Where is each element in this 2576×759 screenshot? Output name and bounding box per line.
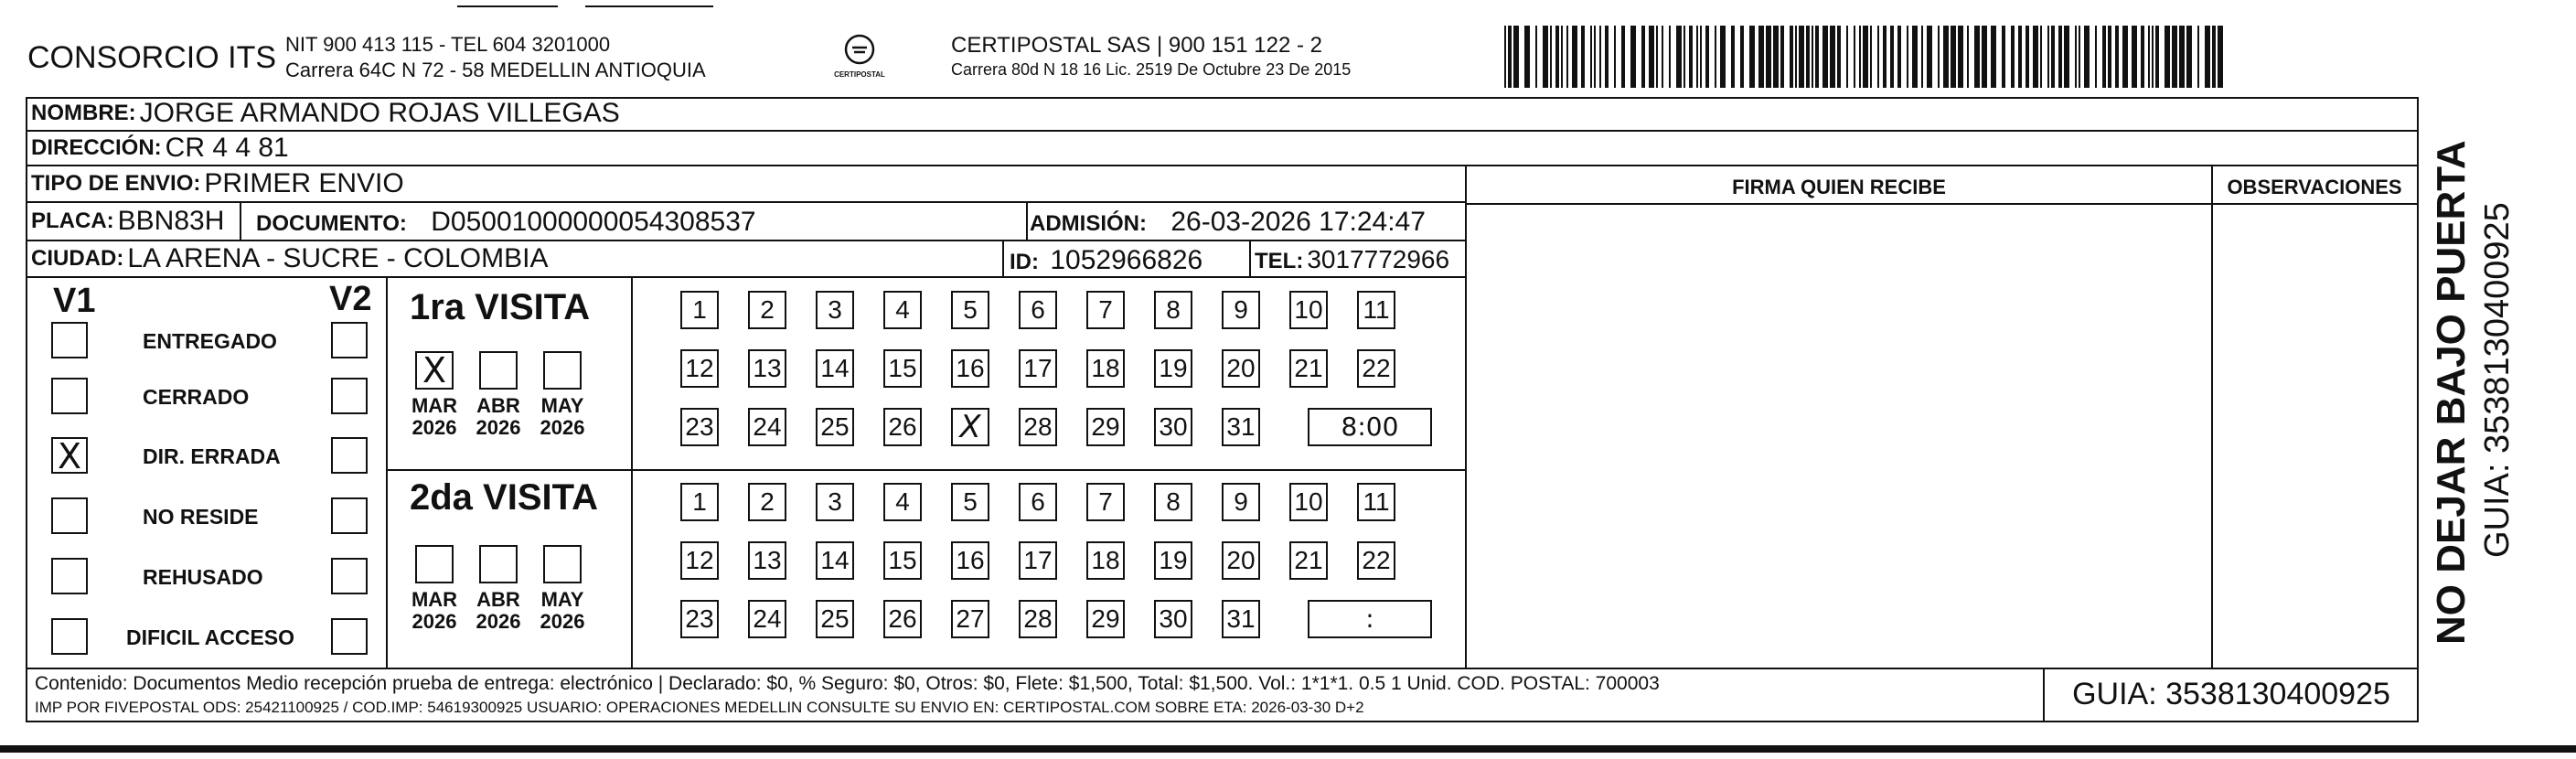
- day-box[interactable]: 31: [1222, 600, 1260, 638]
- ciudad-value: LA ARENA - SUCRE - COLOMBIA: [127, 243, 549, 273]
- barcode-bar: [2108, 26, 2111, 88]
- month-year: 2026: [412, 416, 457, 439]
- barcode-bar: [2102, 26, 2106, 88]
- month-name: MAR: [411, 588, 458, 611]
- barcode-bar: [1790, 26, 1793, 88]
- certipostal-logo-text: CERTIPOSTAL: [834, 70, 885, 79]
- divider: [386, 278, 388, 668]
- day-box[interactable]: 2: [748, 291, 786, 329]
- top-rule: [585, 5, 713, 7]
- barcode-bar: [1683, 26, 1685, 88]
- day-box[interactable]: 7: [1086, 291, 1125, 329]
- placa-value: BBN83H: [117, 206, 225, 236]
- day-box[interactable]: 19: [1154, 541, 1192, 580]
- month-label: [466, 589, 530, 633]
- barcode-bar: [1524, 26, 1530, 88]
- month-name: ABR: [476, 394, 520, 417]
- barcode-bar: [1846, 26, 1848, 88]
- direccion-value: CR 4 4 81: [165, 133, 289, 163]
- nombre-value: JORGE ARMANDO ROJAS VILLEGAS: [139, 98, 620, 128]
- barcode-bar: [2218, 26, 2223, 88]
- visit1-title: 1ra VISITA: [410, 287, 591, 327]
- day-box[interactable]: 29: [1086, 600, 1125, 638]
- day-box[interactable]: 20: [1222, 349, 1260, 388]
- day-box[interactable]: 26: [883, 408, 922, 446]
- day-box[interactable]: 22: [1357, 541, 1395, 580]
- day-box[interactable]: 16: [951, 541, 989, 580]
- barcode-bar: [1508, 26, 1512, 88]
- month-name: MAY: [540, 588, 584, 611]
- company-info-line2: Carrera 64C N 72 - 58 MEDELLIN ANTIOQUIA: [285, 59, 706, 81]
- day-box[interactable]: 4: [883, 483, 922, 521]
- imp-text: IMP POR FIVEPOSTAL ODS: 25421100925 / COD.IMP: 54619300925 USUARIO: OPERACIONES MEDELLIN CONSULTE SU ENVIO EN: CERTIPOSTAL.COM SOBRE ETA: 2026-03-30 D+2: [35, 699, 1364, 716]
- barcode-bar: [1822, 26, 1828, 88]
- v1-checkbox[interactable]: [51, 618, 88, 655]
- v1-checkbox[interactable]: [51, 497, 88, 534]
- status-label: CERRADO: [143, 385, 250, 409]
- barcode-bar: [2132, 26, 2137, 88]
- day-box[interactable]: 12: [680, 349, 719, 388]
- barcode-bar: [1535, 26, 1537, 88]
- status-label: REHUSADO: [143, 565, 263, 589]
- barcode-bar: [1696, 26, 1698, 88]
- barcode-bar: [1938, 26, 1940, 88]
- contenido-text: Contenido: Documentos Medio recepción prueba de entrega: electrónico | Declarado: $0, % Seguro: $0, Otros: $0, Flete: $1,500, Total: $1,500. Vol.: 1*1*1. 0.5 1 Unid. COD. POSTAL: 700003: [35, 673, 1660, 694]
- barcode-bar: [1991, 26, 1996, 88]
- barcode-bar: [2122, 26, 2128, 88]
- barcode-bar: [2152, 26, 2154, 88]
- divider: [386, 469, 1465, 471]
- day-box[interactable]: 10: [1289, 483, 1328, 521]
- barcode-bar: [1543, 26, 1548, 88]
- barcode-bar: [1951, 26, 1956, 88]
- barcode-bar: [2047, 26, 2049, 88]
- day-box[interactable]: 18: [1086, 541, 1125, 580]
- barcode-bar: [1662, 26, 1663, 88]
- barcode-bar: [1883, 26, 1887, 88]
- barcode-bar: [2058, 26, 2062, 88]
- barcode-bar: [1572, 26, 1577, 88]
- barcode-bar: [1890, 26, 1894, 88]
- day-box[interactable]: 6: [1019, 483, 1057, 521]
- day-box[interactable]: 9: [1222, 291, 1260, 329]
- day-box[interactable]: 17: [1019, 349, 1057, 388]
- barcode-bar: [2018, 26, 2022, 88]
- footer-guia: GUIA: 3538130400925: [2072, 677, 2390, 711]
- day-box[interactable]: 20: [1222, 541, 1260, 580]
- month-label: [402, 589, 466, 633]
- nombre-label: NOMBRE:: [31, 101, 136, 125]
- barcode-bar: [1689, 26, 1693, 88]
- barcode-bar: [1749, 26, 1755, 88]
- divider: [240, 203, 241, 241]
- barcode-bar: [1555, 26, 1559, 88]
- barcode-bar: [2212, 26, 2216, 88]
- day-box[interactable]: 3: [816, 291, 854, 329]
- day-box[interactable]: 27: [951, 600, 989, 638]
- barcode-bar: [1943, 26, 1949, 88]
- month-name: ABR: [476, 588, 520, 611]
- tel-value: 3017772966: [1307, 245, 1450, 273]
- day-box[interactable]: 21: [1289, 541, 1328, 580]
- barcode-bar: [1649, 26, 1654, 88]
- day-box[interactable]: 18: [1086, 349, 1125, 388]
- certipostal-logo: [832, 33, 887, 82]
- barcode-bar: [1877, 26, 1879, 88]
- day-box[interactable]: 22: [1357, 349, 1395, 388]
- day-box[interactable]: 24: [748, 408, 786, 446]
- month-label: [466, 395, 530, 439]
- barcode-bar: [1859, 26, 1861, 88]
- barcode-bar: [2148, 26, 2150, 88]
- barcode-bar: [1605, 26, 1609, 88]
- barcode-bar: [1815, 26, 1819, 88]
- barcode-bar: [1967, 26, 1969, 88]
- barcode-bar: [1599, 26, 1601, 88]
- barcode-bar: [1907, 26, 1908, 88]
- day-box[interactable]: 3: [816, 483, 854, 521]
- month-year: 2026: [476, 416, 521, 439]
- barcode-bar: [1958, 26, 1963, 88]
- barcode-bar: [2205, 26, 2210, 88]
- month-checkbox[interactable]: [479, 545, 518, 583]
- barcode-bar: [1982, 26, 1987, 88]
- day-box[interactable]: 25: [816, 408, 854, 446]
- side-warning: NO DEJAR BAJO PUERTA: [2429, 140, 2474, 645]
- day-box[interactable]: 6: [1019, 291, 1057, 329]
- v2-checkbox[interactable]: [331, 322, 368, 358]
- barcode-bar: [1921, 26, 1923, 88]
- divider: [2211, 166, 2213, 668]
- barcode-bar: [1561, 26, 1563, 88]
- barcode-bar: [1720, 26, 1726, 88]
- barcode-bar: [1927, 26, 1932, 88]
- status-label: DIFICIL ACCESO: [126, 625, 295, 649]
- status-label: NO RESIDE: [143, 505, 259, 529]
- day-box[interactable]: 12: [680, 541, 719, 580]
- month-checkbox[interactable]: [479, 351, 518, 390]
- month-name: MAR: [411, 394, 458, 417]
- time-box[interactable]: :: [1308, 600, 1432, 638]
- day-box[interactable]: 25: [816, 600, 854, 638]
- v1-checkbox[interactable]: [51, 378, 88, 414]
- day-box[interactable]: 23: [680, 408, 719, 446]
- day-box[interactable]: X: [951, 408, 989, 446]
- barcode-bar: [2075, 26, 2077, 88]
- day-box[interactable]: 15: [883, 541, 922, 580]
- admision-value: 26-03-2026 17:24:47: [1170, 207, 1426, 237]
- admision-label: ADMISIÓN:: [1030, 211, 1147, 236]
- day-box[interactable]: 7: [1086, 483, 1125, 521]
- day-box[interactable]: 10: [1289, 291, 1328, 329]
- barcode-bar: [1912, 26, 1918, 88]
- barcode-bar: [2155, 26, 2159, 88]
- barcode-bar: [2164, 26, 2170, 88]
- barcode-bar: [1715, 26, 1716, 88]
- admision-field: [1030, 207, 1426, 238]
- tipo-value: PRIMER ENVIO: [204, 168, 404, 198]
- v1-checkbox[interactable]: X: [51, 437, 88, 474]
- day-box[interactable]: 26: [883, 600, 922, 638]
- divider: [1026, 203, 1028, 241]
- divider: [1249, 241, 1251, 278]
- v1-checkbox[interactable]: [51, 322, 88, 358]
- barcode-bar: [2033, 26, 2038, 88]
- month-year: 2026: [540, 610, 585, 633]
- id-label: ID:: [1010, 250, 1039, 274]
- day-box[interactable]: 11: [1357, 291, 1395, 329]
- barcode-bar: [1974, 26, 1980, 88]
- day-box[interactable]: 5: [951, 483, 989, 521]
- day-box[interactable]: 1: [680, 291, 719, 329]
- barcode-bar: [1590, 26, 1592, 88]
- v2-header: V2: [329, 280, 372, 318]
- row-direccion: [26, 132, 2419, 166]
- day-box[interactable]: 28: [1019, 600, 1057, 638]
- day-box[interactable]: 19: [1154, 349, 1192, 388]
- v2-checkbox[interactable]: [331, 497, 368, 534]
- barcode-bar: [1669, 26, 1671, 88]
- barcode-bar: [2172, 26, 2177, 88]
- divider: [1002, 241, 1004, 278]
- status-label: DIR. ERRADA: [143, 444, 281, 468]
- divider: [1465, 166, 1467, 668]
- barcode-bar: [1837, 26, 1841, 88]
- barcode-bar: [2064, 26, 2069, 88]
- barcode-bar: [2051, 26, 2055, 88]
- id-value: 1052966826: [1050, 245, 1203, 275]
- barcode-bar: [1799, 26, 1804, 88]
- day-box[interactable]: 11: [1357, 483, 1395, 521]
- placa-label: PLACA:: [31, 208, 114, 233]
- barcode-bar: [1614, 26, 1616, 88]
- v2-checkbox[interactable]: [331, 558, 368, 594]
- month-name: MAY: [540, 394, 584, 417]
- barcode-bar: [1758, 26, 1764, 88]
- month-year: 2026: [412, 610, 457, 633]
- id-field: [1010, 245, 1202, 276]
- certipostal-line2: Carrera 80d N 18 16 Lic. 2519 De Octubre 23 De 2015: [951, 60, 1352, 79]
- month-label: [402, 395, 466, 439]
- documento-label: DOCUMENTO:: [256, 211, 407, 236]
- barcode-bar: [2197, 26, 2199, 88]
- barcode-bar: [2002, 26, 2005, 88]
- day-box[interactable]: 15: [883, 349, 922, 388]
- observaciones-header: OBSERVACIONES: [2227, 176, 2402, 198]
- barcode-bar: [2011, 26, 2015, 88]
- day-box[interactable]: 28: [1019, 408, 1057, 446]
- day-box[interactable]: 2: [748, 483, 786, 521]
- barcode-bar: [2026, 26, 2029, 88]
- v1-checkbox[interactable]: [51, 558, 88, 594]
- tipo-label: TIPO DE ENVIO:: [31, 171, 201, 196]
- month-year: 2026: [476, 610, 521, 633]
- barcode-bar: [1863, 26, 1868, 88]
- divider: [2417, 166, 2419, 668]
- company-info-line1: NIT 900 413 115 - TEL 604 3201000: [285, 33, 611, 56]
- certipostal-line1: CERTIPOSTAL SAS | 900 151 122 - 2: [951, 33, 1322, 58]
- visit2-title: 2da VISITA: [410, 477, 598, 518]
- barcode-bar: [1870, 26, 1872, 88]
- day-box[interactable]: 16: [951, 349, 989, 388]
- divider: [26, 668, 2419, 669]
- barcode-bar: [1897, 26, 1901, 88]
- day-box[interactable]: 13: [748, 541, 786, 580]
- barcode-bar: [1705, 26, 1709, 88]
- barcode-bar: [1731, 26, 1735, 88]
- month-year: 2026: [540, 416, 585, 439]
- month-checkbox[interactable]: [543, 545, 582, 583]
- day-box[interactable]: 17: [1019, 541, 1057, 580]
- barcode-bar: [1656, 26, 1658, 88]
- day-box[interactable]: 30: [1154, 600, 1192, 638]
- bottom-rule: [0, 745, 2576, 753]
- month-label: [530, 589, 594, 633]
- barcode-bar: [1630, 26, 1636, 88]
- company-name: CONSORCIO ITS: [27, 40, 277, 75]
- day-box[interactable]: 29: [1086, 408, 1125, 446]
- barcode-bar: [1513, 26, 1519, 88]
- day-box[interactable]: 30: [1154, 408, 1192, 446]
- row-nombre: [26, 97, 2419, 132]
- day-box[interactable]: 23: [680, 600, 719, 638]
- month-checkbox[interactable]: [415, 545, 454, 583]
- side-guia: GUIA: 3538130400925: [2478, 202, 2517, 558]
- day-box[interactable]: 31: [1222, 408, 1260, 446]
- barcode-bar: [2141, 26, 2144, 88]
- tel-label: TEL:: [1255, 249, 1304, 273]
- barcode-bar: [2084, 26, 2090, 88]
- barcode-bar: [1581, 26, 1585, 88]
- day-box[interactable]: 5: [951, 291, 989, 329]
- barcode-bar: [1621, 26, 1625, 88]
- tel-field: [1255, 245, 1449, 274]
- barcode-bar: [1700, 26, 1702, 88]
- barcode-bar: [1812, 26, 1813, 88]
- barcode-bar: [1806, 26, 1810, 88]
- barcode-bar: [2115, 26, 2119, 88]
- barcode-bar: [1504, 26, 1506, 88]
- barcode-bar: [1550, 26, 1552, 88]
- v2-checkbox[interactable]: [331, 618, 368, 655]
- divider: [631, 278, 633, 668]
- barcode-bar: [1780, 26, 1784, 88]
- barcode-bar: [1566, 26, 1568, 88]
- month-label: [530, 395, 594, 439]
- row-tipo: [26, 166, 1467, 203]
- ciudad-label: CIUDAD:: [31, 246, 124, 271]
- day-box[interactable]: 1: [680, 483, 719, 521]
- barcode-bar: [1740, 26, 1744, 88]
- barcode-bar: [1641, 26, 1645, 88]
- barcode-bar: [1766, 26, 1771, 88]
- barcode-bar: [1594, 26, 1596, 88]
- firma-header: FIRMA QUIEN RECIBE: [1732, 176, 1946, 198]
- day-box[interactable]: 8: [1154, 291, 1192, 329]
- barcode-bar: [2079, 26, 2080, 88]
- barcode-bar: [2186, 26, 2192, 88]
- barcode-bar: [2040, 26, 2042, 88]
- divider: [1465, 203, 2419, 205]
- month-checkbox[interactable]: X: [415, 351, 454, 390]
- barcode-bar: [2095, 26, 2097, 88]
- barcode-bar: [1773, 26, 1779, 88]
- v2-checkbox[interactable]: [331, 437, 368, 474]
- barcode: [1504, 26, 2236, 90]
- barcode-bar: [1830, 26, 1835, 88]
- barcode-bar: [1795, 26, 1797, 88]
- day-box[interactable]: 14: [816, 349, 854, 388]
- v1-header: V1: [53, 282, 96, 320]
- certipostal-logo-icon: [839, 33, 880, 66]
- day-box[interactable]: 14: [816, 541, 854, 580]
- day-box[interactable]: 24: [748, 600, 786, 638]
- barcode-bar: [1676, 26, 1682, 88]
- top-rule: [457, 5, 558, 7]
- month-checkbox[interactable]: [543, 351, 582, 390]
- documento-field: [256, 207, 756, 238]
- day-box[interactable]: 4: [883, 291, 922, 329]
- status-label: ENTREGADO: [143, 329, 277, 353]
- documento-value: D05001000000054308537: [431, 207, 756, 237]
- barcode-bar: [2179, 26, 2185, 88]
- v2-checkbox[interactable]: [331, 378, 368, 414]
- day-box[interactable]: 21: [1289, 349, 1328, 388]
- barcode-bar: [1854, 26, 1855, 88]
- direccion-label: DIRECCIÓN:: [31, 135, 162, 160]
- day-box[interactable]: 9: [1222, 483, 1260, 521]
- time-box[interactable]: 8:00: [1308, 408, 1432, 446]
- day-box[interactable]: 13: [748, 349, 786, 388]
- day-box[interactable]: 8: [1154, 483, 1192, 521]
